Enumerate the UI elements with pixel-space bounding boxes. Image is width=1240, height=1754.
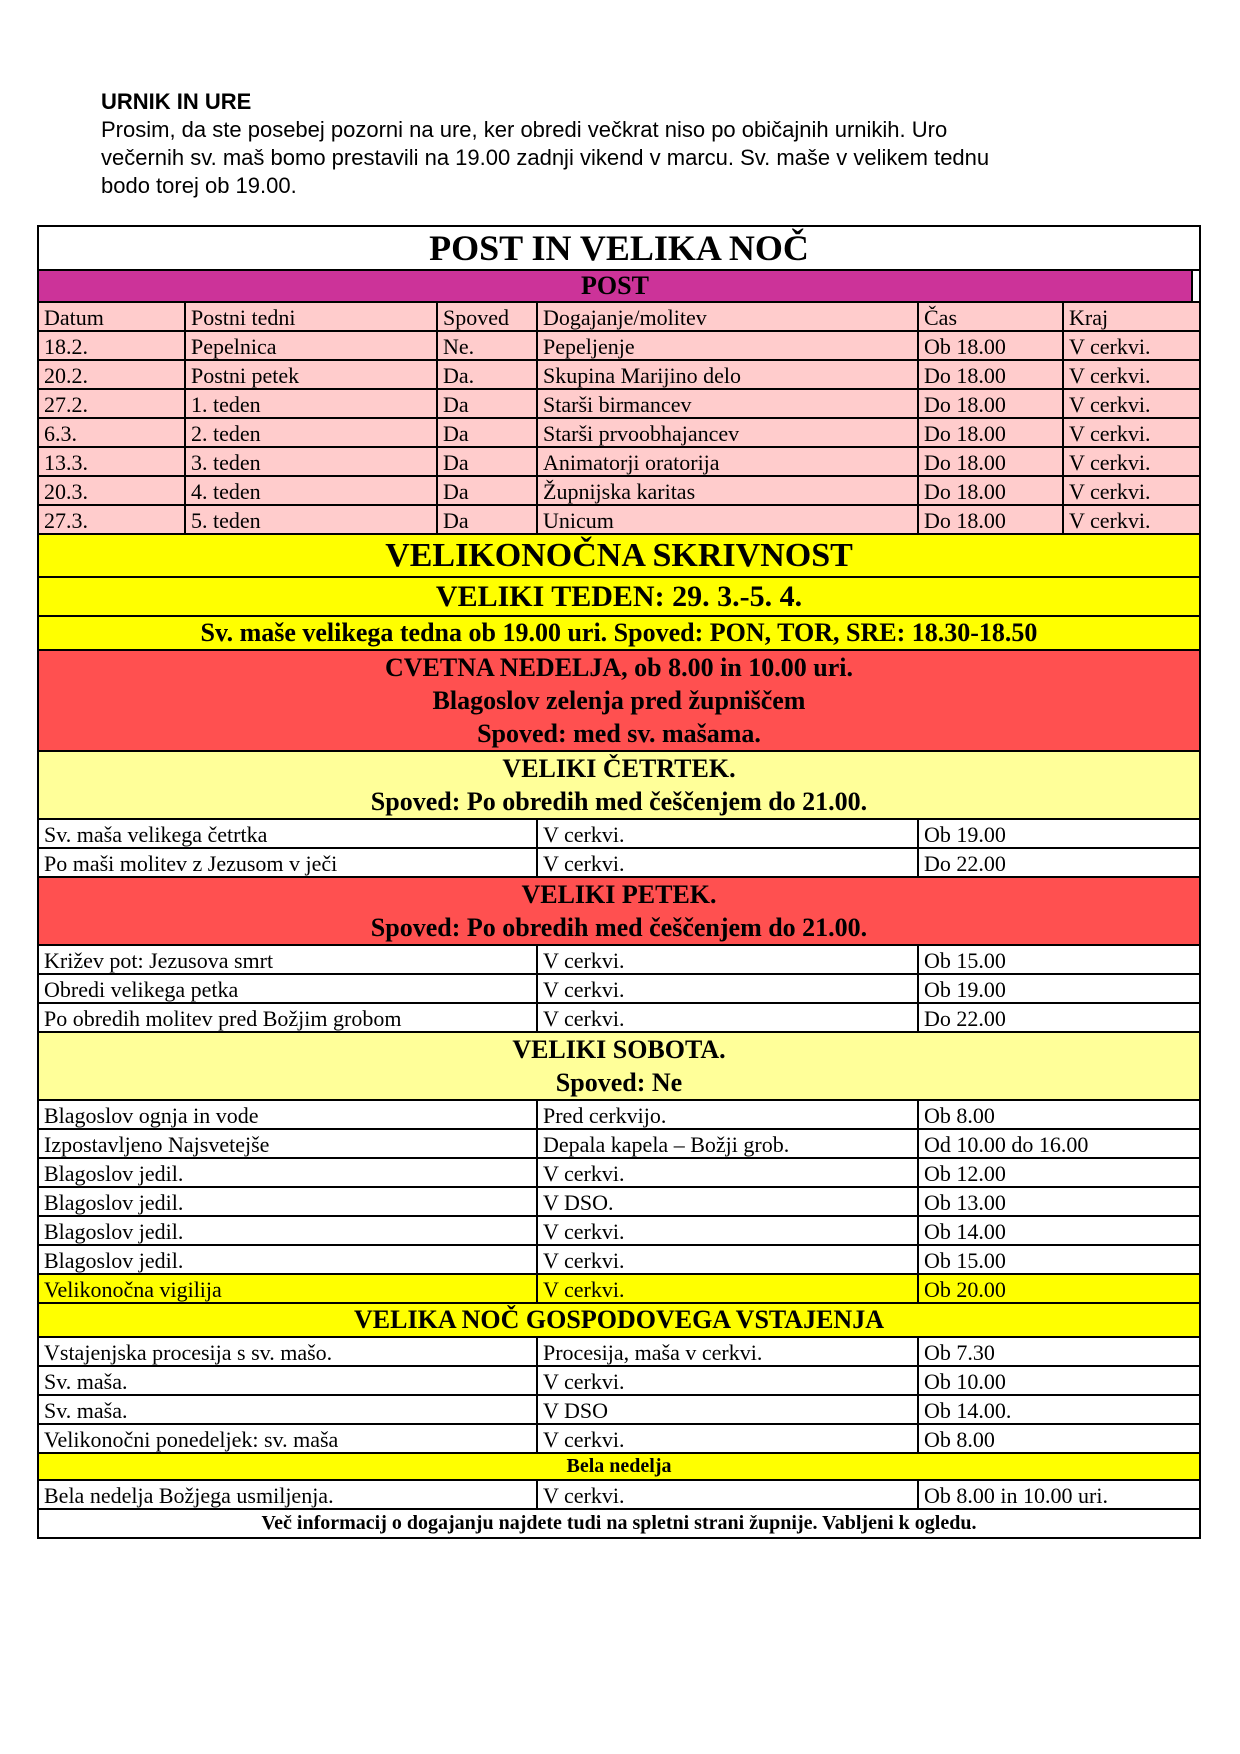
table-cell: 4. teden (186, 477, 438, 504)
table-row (37, 417, 1201, 448)
schedule-table (37, 225, 1201, 1539)
table-cell: Ob 8.00 (924, 1427, 995, 1452)
table-cell: Velikonočni ponedeljek: sv. maša (39, 1425, 538, 1452)
table-cell: Pred cerkvijo. (538, 1101, 919, 1128)
intro-line: Prosim, da ste posebej pozorni na ure, ker obredi večkrat niso po običajnih urnikih. Uro (101, 117, 948, 142)
heading-line: Spoved: Po obredih med češčenjem do 21.00. (370, 913, 868, 942)
table-cell: Ob 8.00 (924, 1103, 995, 1128)
table-row (37, 330, 1201, 361)
table-cell: Ob 12.00 (924, 1161, 1006, 1186)
table-cell: Sv. maša. (39, 1367, 538, 1394)
table-cell: V cerkvi. (538, 1481, 919, 1508)
heading-line: Spoved: Ne (555, 1068, 683, 1097)
table-cell: Dogajanje/molitev (538, 303, 919, 330)
table-cell: Ob 19.00 (924, 822, 1006, 847)
heading-line: VELIKONOČNA SKRIVNOST (385, 537, 853, 574)
table-cell: Bela nedelja Božjega usmiljenja. (39, 1481, 538, 1508)
table-cell: V cerkvi. (538, 1159, 919, 1186)
table-cell: 20.3. (39, 477, 186, 504)
table-cell: Ob 20.00 (924, 1277, 1006, 1302)
table-cell: Kraj (1069, 305, 1109, 330)
table-cell: V cerkvi. (538, 820, 919, 847)
table-row (37, 1215, 1201, 1246)
table-cell: Do 18.00 (919, 448, 1064, 475)
table-cell: Procesija, maša v cerkvi. (538, 1338, 919, 1365)
table-cell: Po obredih molitev pred Božjim grobom (39, 1004, 538, 1031)
heading-line: Bela nedelja (566, 1455, 672, 1477)
table-row (37, 1002, 1201, 1033)
table-row (37, 1128, 1201, 1159)
table-cell: Da (438, 390, 538, 417)
table-cell: Starši birmancev (538, 390, 919, 417)
table-cell: Da (438, 477, 538, 504)
table-cell: Do 18.00 (919, 419, 1064, 446)
table-cell: Blagoslov ognja in vode (39, 1101, 538, 1128)
table-cell: V cerkvi. (1069, 334, 1151, 359)
table-cell: Ob 10.00 (924, 1369, 1006, 1394)
table-cell: V cerkvi. (538, 1367, 919, 1394)
table-cell: Spoved (438, 303, 538, 330)
table-cell: Ob 15.00 (924, 948, 1006, 973)
table-row (37, 1186, 1201, 1217)
table-row (37, 504, 1201, 535)
table-cell: Do 22.00 (924, 1006, 1006, 1031)
table-cell: V cerkvi. (538, 849, 919, 876)
heading-line: CVETNA NEDELJA, ob 8.00 in 10.00 uri. (384, 653, 854, 682)
table-cell: Depala kapela – Božji grob. (538, 1130, 919, 1157)
table-row (37, 1365, 1201, 1396)
section-heading (37, 576, 1201, 617)
table-cell: Postni tedni (186, 303, 438, 330)
table-cell: Ob 14.00. (924, 1398, 1012, 1423)
table-cell: Izpostavljeno Najsvetejše (39, 1130, 538, 1157)
table-cell: Sv. maša velikega četrtka (39, 820, 538, 847)
heading-line: Blagoslov zelenja pred župniščem (432, 686, 806, 715)
intro-heading: URNIK IN URE (101, 89, 252, 114)
table-row (37, 1244, 1201, 1275)
table-cell: 27.3. (39, 506, 186, 533)
table-row (37, 446, 1201, 477)
heading-line: Spoved: med sv. mašama. (477, 719, 761, 748)
table-cell: Animatorji oratorija (538, 448, 919, 475)
table-cell: V cerkvi. (538, 1275, 919, 1302)
section-heading (37, 615, 1201, 651)
heading-line: Sv. maše velikega tedna ob 19.00 uri. Spoved: PON, TOR, SRE: 18.30-18.50 (200, 618, 1038, 647)
table-cell: Starši prvoobhajancev (538, 419, 919, 446)
table-cell: 27.2. (39, 390, 186, 417)
table-cell: Vstajenjska procesija s sv. mašo. (39, 1338, 538, 1365)
table-cell: Blagoslov jedil. (39, 1246, 538, 1273)
table-cell: Pepeljenje (538, 332, 919, 359)
table-row (37, 1273, 1201, 1304)
table-cell: Ne. (438, 332, 538, 359)
table-row (37, 847, 1201, 878)
table-cell: Ob 8.00 in 10.00 uri. (924, 1483, 1108, 1508)
section-heading (37, 269, 1201, 303)
table-cell: Do 18.00 (919, 506, 1064, 533)
table-cell: V cerkvi. (538, 1004, 919, 1031)
table-row (37, 1479, 1201, 1510)
table-cell: 5. teden (186, 506, 438, 533)
table-cell: Velikonočna vigilija (39, 1275, 538, 1302)
table-cell: Sv. maša. (39, 1396, 538, 1423)
table-row (37, 1157, 1201, 1188)
heading-line: VELIKI ČETRTEK. (502, 754, 736, 783)
table-row (37, 1394, 1201, 1425)
table-cell: V DSO. (538, 1188, 919, 1215)
heading-line: Več informacij o dogajanju najdete tudi na spletni strani župnije. Vabljeni k ogledu. (261, 1512, 977, 1534)
table-row (37, 973, 1201, 1004)
table-row (37, 388, 1201, 419)
heading-line: VELIKI PETEK. (521, 880, 717, 909)
table-cell: Da (438, 448, 538, 475)
table-cell: Da (438, 506, 538, 533)
table-row (37, 475, 1201, 506)
table-cell: Obredi velikega petka (39, 975, 538, 1002)
table-cell: Ob 14.00 (924, 1219, 1006, 1244)
table-cell: Pepelnica (186, 332, 438, 359)
table-cell: Od 10.00 do 16.00 (924, 1132, 1089, 1157)
table-cell: V cerkvi. (1069, 450, 1151, 475)
table-cell: V cerkvi. (538, 975, 919, 1002)
table-cell: Da (438, 419, 538, 446)
table-cell: Ob 18.00 (919, 332, 1064, 359)
table-cell: Do 18.00 (919, 477, 1064, 504)
heading-line: VELIKI SOBOTA. (512, 1035, 726, 1064)
section-heading (37, 1031, 1201, 1101)
table-cell: V cerkvi. (1069, 363, 1151, 388)
table-cell: 20.2. (39, 361, 186, 388)
intro-line: večernih sv. maš bomo prestavili na 19.00 zadnji vikend v marcu. Sv. maše v velikem tednu (101, 145, 990, 170)
intro-text (101, 88, 1141, 200)
section-heading (37, 533, 1201, 578)
table-cell: Postni petek (186, 361, 438, 388)
table-cell: Po maši molitev z Jezusom v ječi (39, 849, 538, 876)
table-row (37, 359, 1201, 390)
table-row (37, 1336, 1201, 1367)
table-row (37, 944, 1201, 975)
table-cell: Do 22.00 (924, 851, 1006, 876)
table-row (37, 1423, 1201, 1454)
table-cell: Ob 13.00 (924, 1190, 1006, 1215)
table-cell: Župnijska karitas (538, 477, 919, 504)
table-cell: V cerkvi. (538, 1425, 919, 1452)
intro-line: bodo torej ob 19.00. (101, 173, 297, 198)
section-heading (37, 1508, 1201, 1539)
table-cell: 18.2. (39, 332, 186, 359)
table-cell: V cerkvi. (538, 946, 919, 973)
heading-line: VELIKI TEDEN: 29. 3.-5. 4. (435, 580, 803, 613)
table-cell: 1. teden (186, 390, 438, 417)
table-cell: V cerkvi. (538, 1217, 919, 1244)
table-cell: Križev pot: Jezusova smrt (39, 946, 538, 973)
table-cell: 3. teden (186, 448, 438, 475)
table-cell: V cerkvi. (1069, 421, 1151, 446)
table-cell: Skupina Marijino delo (538, 361, 919, 388)
table-cell: Ob 15.00 (924, 1248, 1006, 1273)
table-cell: Do 18.00 (919, 361, 1064, 388)
table-cell: Blagoslov jedil. (39, 1188, 538, 1215)
section-heading (37, 750, 1201, 820)
table-cell: Blagoslov jedil. (39, 1217, 538, 1244)
table-cell: Do 18.00 (919, 390, 1064, 417)
heading-line: POST IN VELIKA NOČ (429, 228, 809, 268)
table-row (37, 818, 1201, 849)
heading-line: Spoved: Po obredih med češčenjem do 21.00. (370, 787, 868, 816)
section-heading (37, 1452, 1201, 1481)
table-cell: Datum (39, 303, 186, 330)
section-heading (37, 225, 1201, 271)
section-heading (37, 876, 1201, 946)
table-cell: Da. (438, 361, 538, 388)
table-cell: 6.3. (39, 419, 186, 446)
table-row (37, 1099, 1201, 1130)
table-cell: V cerkvi. (1069, 392, 1151, 417)
table-cell: V DSO (538, 1396, 919, 1423)
table-cell: Ob 7.30 (924, 1340, 995, 1365)
table-cell: Čas (919, 303, 1064, 330)
section-heading (37, 1302, 1201, 1338)
table-cell: Unicum (538, 506, 919, 533)
table-cell: 13.3. (39, 448, 186, 475)
table-row (37, 301, 1201, 332)
table-cell: V cerkvi. (1069, 479, 1151, 504)
table-cell: Blagoslov jedil. (39, 1159, 538, 1186)
section-heading (37, 649, 1201, 752)
heading-line: POST (581, 271, 649, 300)
table-cell: 2. teden (186, 419, 438, 446)
table-cell: V cerkvi. (1069, 508, 1151, 533)
heading-line: VELIKA NOČ GOSPODOVEGA VSTAJENJA (354, 1305, 884, 1334)
heading-fill (39, 271, 1193, 301)
table-cell: V cerkvi. (538, 1246, 919, 1273)
table-cell: Ob 19.00 (924, 977, 1006, 1002)
